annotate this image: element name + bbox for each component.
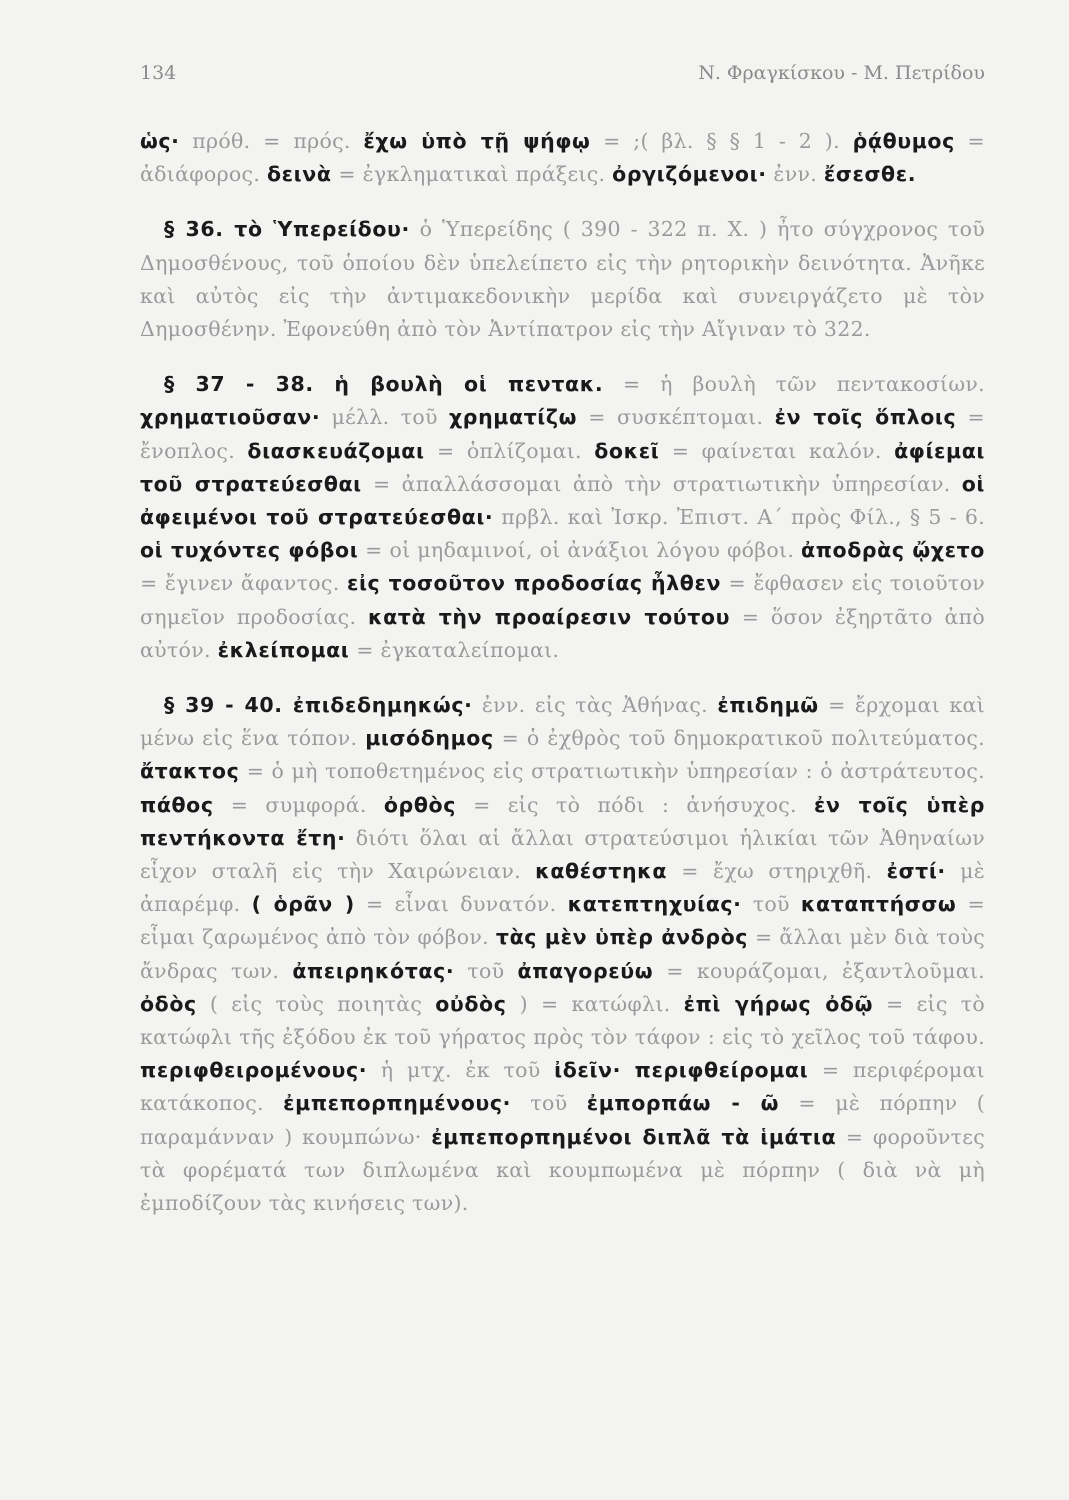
gloss-text: = ἀπαλλάσσομαι ἀπὸ τὴν στρατιωτικὴν ὑπηρεσίαν. xyxy=(361,471,962,496)
lemma-term: ἔσεσθε. xyxy=(823,162,917,187)
lemma-term: ἀφίεμαι τοῦ στρατεύεσθαι xyxy=(140,438,985,496)
paragraph-notes-intro xyxy=(140,125,985,191)
lemma-term: § 36. τὸ Ὑπερείδου· xyxy=(164,217,410,242)
lemma-term: τὰς μὲν ὑπὲρ ἀνδρὸς xyxy=(495,925,749,950)
lemma-term: ἰδεῖν· xyxy=(554,1058,621,1083)
gloss-text: = ἔνοπλος. xyxy=(140,405,985,463)
lemma-term: οἱ ἀφειμένοι τοῦ στρατεύεσθαι· xyxy=(140,471,985,530)
gloss-text: = ἔχω στηριχθῆ. xyxy=(667,859,887,884)
paragraph-section-36 xyxy=(140,213,985,346)
gloss-text: = εἰς τὸ πόδι : ἀνήσυχος. xyxy=(455,792,814,817)
lemma-term: ῥᾴθυμος xyxy=(852,129,955,153)
gloss-text: = ἔφθασεν εἰς τοιοῦτον σημεῖον προδοσίας. xyxy=(140,571,985,629)
gloss-text: = συμφορά. xyxy=(213,792,384,817)
gloss-text: = συσκέπτομαι. xyxy=(577,405,775,430)
lemma-term: ἐστί· xyxy=(886,859,946,884)
gloss-text: διότι ὅλαι αἱ ἄλλαι στρατεύσιμοι ἡλικίαι τῶν Ἀθηναίων εἶχον σταλῆ εἰς τὴν Χαιρώνειαν. xyxy=(140,825,985,884)
gloss-text: = ὁ μὴ τοποθετημένος εἰς στρατιωτικὴν ὑπηρεσίαν : ὁ ἀστράτευτος. xyxy=(239,759,985,784)
lemma-term: ἐμπορπάω - ῶ xyxy=(586,1091,780,1116)
lemma-term: ὀρθὸς xyxy=(383,792,456,817)
lemma-term: οὐδὸς xyxy=(435,991,507,1016)
gloss-text: = ἐγκληματικαὶ πράξεις. xyxy=(331,162,613,187)
lemma-term: ἐμπεπορπημένοι διπλᾶ τὰ ἱμάτια xyxy=(431,1124,837,1149)
lemma-term: ἐν τοῖς ὑπὲρ πεντήκοντα ἔτη· xyxy=(140,792,985,850)
gloss-text: ἐνν. xyxy=(766,162,824,187)
lemma-term: εἰς τοσοῦτον προδοσίας ἦλθεν xyxy=(346,571,722,596)
gloss-text: = ἐγκαταλείπομαι. xyxy=(349,637,560,662)
gloss-text xyxy=(621,1058,635,1082)
gloss-text: ( εἰς τοὺς ποιητὰς xyxy=(196,991,436,1016)
lemma-term: ἀπειρηκότας· xyxy=(292,958,455,983)
gloss-text: = κουράζομαι, ἐξαντλοῦμαι. xyxy=(653,958,985,983)
lemma-term: ὀδὸς xyxy=(140,991,197,1016)
page-header xyxy=(140,62,985,92)
gloss-text: = εἰς τὸ κατώφλι τῆς ἐξόδου ἐκ τοῦ γήρατος πρὸς τὸν τάφον : εἰς τὸ χεῖλος τοῦ τάφου. xyxy=(140,991,986,1050)
lemma-term: οἱ τυχόντες φόβοι xyxy=(140,538,359,563)
lemma-term: ἐμπεπορπημένους· xyxy=(283,1091,511,1116)
lemma-term: ( ὁρᾶν ) xyxy=(251,892,355,917)
gloss-text: = φοροῦντες τὰ φορέματά των διπλωμένα καὶ κουμπωμένα μὲ πόρπην ( διὰ νὰ μὴ ἐμποδίζουν τὰς κινήσεις των). xyxy=(140,1124,985,1216)
gloss-text: πρβλ. καὶ Ἰσκρ. Ἐπιστ. Α΄ πρὸς Φίλ., § 5 - 6. xyxy=(493,505,986,530)
lemma-term: κατὰ τὴν προαίρεσιν τούτου xyxy=(367,604,731,629)
gloss-text: = ἄλλαι μὲν διὰ τοὺς ἄνδρας των. xyxy=(140,925,985,983)
lemma-term: περιφθειρομένους· xyxy=(140,1058,368,1083)
lemma-term: δεινὰ xyxy=(266,162,332,187)
paragraph-section-39-40 xyxy=(140,689,985,1220)
lemma-term: καθέστηκα xyxy=(535,859,668,884)
lemma-term: κατεπτηχυίας· xyxy=(567,892,742,917)
lemma-term: § 37 - 38. ἡ βουλὴ οἱ πεντακ. xyxy=(164,372,604,397)
lemma-term: διασκευάζομαι xyxy=(247,438,425,463)
lemma-term: καταπτήσσω xyxy=(800,892,957,917)
lemma-term: περιφθείρομαι xyxy=(634,1058,809,1083)
gloss-text: = ἡ βουλὴ τῶν πεντακοσίων. xyxy=(603,372,985,397)
gloss-text: = εἶμαι ζαρωμένος ἀπὸ τὸν φόβον. xyxy=(140,892,985,950)
page-number: 134 xyxy=(140,62,177,84)
paragraph-section-37-38 xyxy=(140,368,985,667)
gloss-text: = ὅσον ἐξηρτᾶτο ἀπὸ αὐτόν. xyxy=(140,604,985,662)
lemma-term: ἐπὶ γήρως ὀδῷ xyxy=(683,991,873,1016)
gloss-text: = περιφέρομαι κατάκοπος. xyxy=(140,1058,985,1116)
gloss-text: = ὁ ἐχθρὸς τοῦ δημοκρατικοῦ πολιτεύματος. xyxy=(493,726,985,751)
lemma-term: χρηματιοῦσαν· xyxy=(140,405,321,430)
gloss-text: πρόθ. = πρός. xyxy=(179,129,364,153)
commentary-body xyxy=(140,125,985,1242)
gloss-text: = ἔρχομαι καὶ μένω εἰς ἕνα τόπον. xyxy=(140,693,985,751)
lemma-term: ἄτακτος xyxy=(140,759,240,784)
gloss-text: τοῦ xyxy=(454,958,518,983)
gloss-text: = μὲ πόρπην ( παραμάνναν ) κουμπώνω· xyxy=(140,1091,985,1149)
lemma-term: § 39 - 40. ἐπιδεδημηκώς· xyxy=(164,693,473,718)
gloss-text: = ἀδιάφορος. xyxy=(140,129,985,187)
gloss-text: ἡ μτχ. ἐκ τοῦ xyxy=(367,1058,555,1083)
lemma-term: ἐν τοῖς ὅπλοις xyxy=(774,405,957,430)
gloss-text: = ὁπλίζομαι. xyxy=(424,438,595,463)
gloss-text: ) = κατώφλι. xyxy=(506,991,684,1016)
gloss-text: μέλλ. τοῦ xyxy=(320,405,449,430)
lemma-term: ὀργιζόμενοι· xyxy=(612,162,767,187)
gloss-text: = φαίνεται καλόν. xyxy=(659,438,895,463)
lemma-term: ἔχω ὑπὸ τῇ ψήφῳ xyxy=(363,129,591,153)
gloss-text: τοῦ xyxy=(510,1091,587,1116)
gloss-text: μὲ ἀπαρέμφ. xyxy=(140,859,985,917)
lemma-term: ἐκλείπομαι xyxy=(217,637,350,662)
gloss-text: = εἶναι δυνατόν. xyxy=(354,892,568,917)
gloss-text: = οἱ μηδαμινοί, οἱ ἀνάξιοι λόγου φόβοι. xyxy=(358,538,802,563)
lemma-term: πάθος xyxy=(140,792,214,817)
lemma-term: ἀποδρὰς ᾤχετο xyxy=(801,538,985,563)
lemma-term: ἀπαγορεύω xyxy=(517,958,654,983)
gloss-text: = ἔγινεν ἄφαντος. xyxy=(140,571,347,596)
gloss-text: ὁ Ὑπερείδης ( 390 - 322 π. Χ. ) ἦτο σύγχρονος τοῦ Δημοσθένους, τοῦ ὁποίου δὲν ὑπελείπετο εἰς τὴν ρητορικὴν δεινότητα. Ἀνῆκε καὶ αὐτὸς εἰς τὴν ἀντιμακεδονικὴν μερίδα καὶ συνειργάζετο μὲ τὸν Δημοσθένην. Ἐφονεύθη ἀπὸ τὸν Ἀντίπατρον εἰς τὴν Αἴγιναν τὸ 322. xyxy=(140,217,985,342)
lemma-term: χρηματίζω xyxy=(448,405,578,430)
gloss-text: = ;( βλ. § § 1 - 2 ). xyxy=(590,129,853,153)
running-title: Ν. Φραγκίσκου - Μ. Πετρίδου xyxy=(698,62,985,84)
gloss-text: τοῦ xyxy=(741,892,801,917)
lemma-term: ἐπιδημῶ xyxy=(717,693,819,718)
lemma-term: ὡς· xyxy=(140,129,180,153)
lemma-term: δοκεῖ xyxy=(594,438,660,463)
gloss-text: ἐνν. εἰς τὰς Ἀθήνας. xyxy=(472,693,718,718)
lemma-term: μισόδημος xyxy=(365,726,494,751)
